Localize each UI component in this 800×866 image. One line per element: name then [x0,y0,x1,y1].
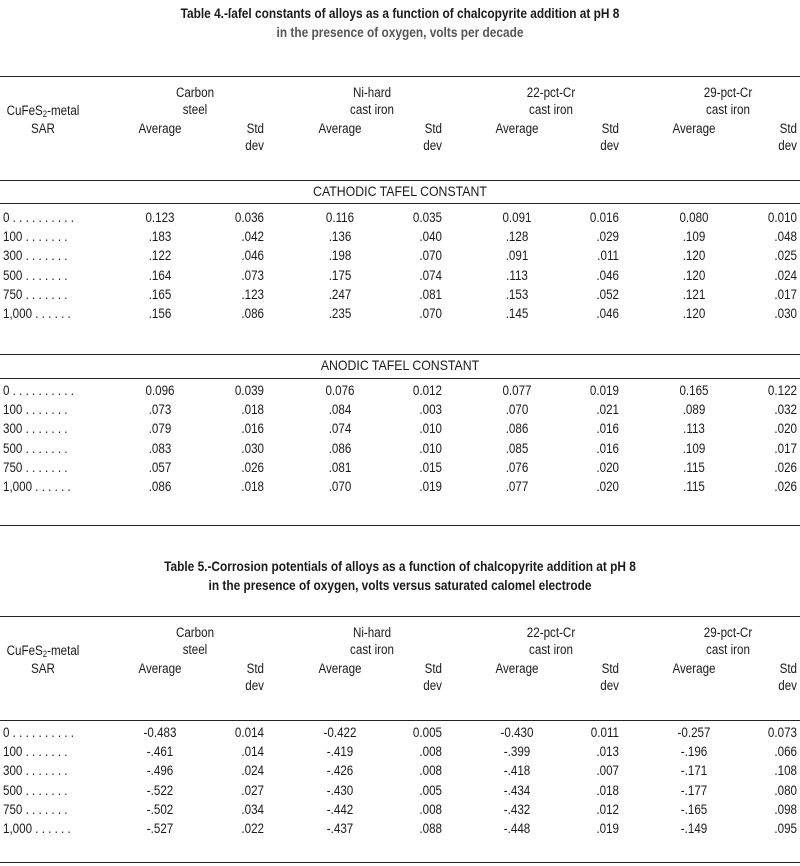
cell-average: 0.080 [679,210,709,225]
group-header-line2: cast iron [706,102,750,117]
cell-average: -.430 [326,782,354,798]
cell-average: .079 [148,421,172,437]
cell-std-dev: .008 [419,801,442,817]
row-header-text: CuFeS [6,643,43,658]
cell-std-dev: .024 [241,763,264,779]
cell-average: .136 [328,229,352,245]
column-header-average: Average [138,121,182,136]
cell-average: .091 [505,248,529,264]
cell-average: .153 [505,286,529,302]
section-label-anodic: ANODIC TAFEL CONSTANT [320,357,480,373]
group-header-line2: cast iron [350,102,394,117]
section-rule [0,203,800,204]
cell-std-dev: .098 [774,801,797,817]
cell-std-dev: .017 [774,286,797,302]
cell-std-dev: 0.122 [767,383,797,398]
cell-std-dev: .052 [596,286,619,302]
cell-average: .198 [328,248,352,264]
row-sar-label: 1,000 . . . . . . [3,479,71,494]
cell-std-dev: 0.035 [412,210,442,225]
table4-title [48,4,752,42]
cell-average: .175 [328,267,352,283]
cell-average: .070 [505,402,529,418]
cell-std-dev: .008 [419,763,442,779]
row-header-sar: SAR [31,661,55,676]
table4-bottom-rule [0,525,800,526]
group-header-line1: 22-pct-Cr [526,625,576,640]
row-sar-label: 300 . . . . . . . [3,763,68,779]
cell-average: .115 [683,459,705,475]
cell-std-dev: .020 [596,459,619,475]
cell-average: 0.077 [502,383,532,398]
cell-std-dev: .073 [241,267,264,283]
cell-average: .086 [328,440,352,456]
cell-std-dev: .005 [419,782,442,798]
cell-std-dev: .081 [419,286,442,302]
column-header-std: Std [246,121,264,136]
cell-average: .235 [328,306,352,321]
section-rule [0,354,800,355]
cell-average: .083 [148,440,172,456]
column-header-average: Average [495,121,539,136]
row-sar-label: 300 . . . . . . . [3,421,68,437]
cell-average: .115 [683,479,705,494]
cell-average: -.432 [503,801,531,817]
column-header-std: Std [424,121,442,136]
cell-std-dev: .046 [596,267,619,283]
cell-std-dev: .070 [419,248,442,264]
row-header-sar: SAR [31,121,55,136]
cell-std-dev: .018 [241,479,264,494]
cell-average: -.434 [503,782,531,798]
row-sar-label: 1,000 . . . . . . [3,821,71,836]
cell-average: .086 [148,479,172,494]
cell-average: .085 [505,440,529,456]
cell-std-dev: .003 [419,402,442,418]
cell-average: -.522 [146,782,174,798]
cell-average: -0.430 [500,725,534,740]
cell-std-dev: .021 [596,402,619,418]
cell-average: .121 [682,286,706,302]
column-header-dev: dev [245,678,264,693]
cell-average: .113 [683,421,705,437]
column-header-average: Average [318,121,362,136]
cell-average: -0.422 [323,725,357,740]
table5-bottom-rule [0,862,800,863]
cell-std-dev: .086 [241,306,264,321]
cell-average: .074 [328,421,352,437]
column-header-std: Std [601,121,619,136]
group-header-line1: 29-pct-Cr [703,625,753,640]
cell-average: .084 [328,402,352,418]
column-header-average: Average [318,661,362,676]
cell-std-dev: 0.039 [234,383,264,398]
table5-header-rule [0,720,800,721]
cell-std-dev: .024 [774,267,797,283]
cell-average: .183 [148,229,172,245]
cell-average: .073 [148,402,172,418]
cell-std-dev: .032 [774,402,797,418]
group-header-line1: Carbon [175,85,215,100]
cell-average: .165 [148,286,172,302]
column-header-std: Std [246,661,264,676]
cell-std-dev: 0.016 [589,210,619,225]
row-sar-label: 750 . . . . . . . [3,286,68,302]
table5-title [48,557,752,595]
table4-title-line2: in the presence of oxygen, volts per decade [276,25,524,40]
cell-std-dev: .016 [241,421,264,437]
cell-std-dev: .025 [774,248,797,264]
cell-std-dev: .034 [241,801,264,817]
cell-average: 0.116 [325,210,355,225]
group-header-line1: 22-pct-Cr [526,85,576,100]
cell-average: .128 [505,229,529,245]
row-sar-label: 500 . . . . . . . [3,267,68,283]
cell-std-dev: 0.011 [590,725,619,740]
cell-average: .070 [328,479,352,494]
cell-std-dev: .070 [419,306,442,321]
cell-average: .109 [682,440,706,456]
cell-average: 0.091 [502,210,532,225]
cell-std-dev: .017 [774,440,797,456]
cell-average: .120 [682,267,706,283]
cell-average: .089 [682,402,706,418]
cell-average: .109 [682,229,706,245]
cell-average: .120 [682,248,706,264]
row-sar-label: 100 . . . . . . . [3,229,68,245]
cell-std-dev: .030 [241,440,264,456]
cell-average: .076 [505,459,529,475]
cell-std-dev: .048 [774,229,797,245]
section-label-cathodic: CATHODIC TAFEL CONSTANT [313,183,487,199]
column-header-dev: dev [600,678,619,693]
cell-std-dev: 0.010 [767,210,797,225]
cell-average: -.448 [503,821,531,836]
cell-std-dev: 0.073 [767,725,797,740]
cell-average: .086 [505,421,529,437]
cell-std-dev: .046 [596,306,619,321]
cell-std-dev: .013 [596,744,619,760]
cell-average: -.527 [146,821,174,836]
cell-std-dev: .046 [241,248,264,264]
row-sar-label: 500 . . . . . . . [3,782,68,798]
cell-std-dev: .010 [419,421,442,437]
cell-average: 0.123 [145,210,175,225]
cell-average: -.461 [146,744,174,760]
cell-std-dev: .074 [419,267,442,283]
table5-title-line1: Table 5.-Corrosion potentials of alloys as a function of chalcopyrite addition at pH 8 [164,559,636,574]
row-sar-label: 1,000 . . . . . . [3,306,71,321]
cell-std-dev: .040 [419,229,442,245]
row-sar-label: 750 . . . . . . . [3,459,68,475]
cell-std-dev: .108 [774,763,797,779]
cell-average: .113 [506,267,528,283]
cell-average: 0.165 [679,383,709,398]
cell-average: -.399 [503,744,531,760]
table4-top-rule [0,76,800,77]
cell-std-dev: .011 [597,248,619,264]
cell-std-dev: .019 [419,479,442,494]
cell-average: -0.257 [677,725,711,740]
cell-std-dev: .020 [774,421,797,437]
cell-std-dev: .016 [596,440,619,456]
cell-average: -.437 [326,821,354,836]
cell-std-dev: .030 [774,306,797,321]
group-header-line1: Ni-hard [352,625,392,640]
cell-std-dev: .008 [419,744,442,760]
cell-average: .156 [148,306,172,321]
cell-std-dev: .027 [241,782,264,798]
cell-std-dev: .042 [241,229,264,245]
row-sar-label: 500 . . . . . . . [3,440,68,456]
cell-average: -.496 [146,763,174,779]
row-sar-label: 100 . . . . . . . [3,402,68,418]
cell-average: -.419 [326,744,354,760]
cell-std-dev: .016 [596,421,619,437]
cell-std-dev: 0.014 [234,725,264,740]
cell-std-dev: .018 [241,402,264,418]
table4-header-rule [0,180,800,181]
row-header-text: -metal [47,643,80,658]
cell-std-dev: 0.019 [589,383,619,398]
cell-average: -.418 [503,763,531,779]
cell-std-dev: .019 [596,821,619,836]
group-header-line1: Carbon [175,625,215,640]
cell-average: .164 [148,267,172,283]
cell-average: .077 [505,479,529,494]
column-header-std: Std [601,661,619,676]
cell-average: .145 [505,306,529,321]
table5-title-line2: in the presence of oxygen, volts versus saturated calomel electrode [208,578,592,593]
cell-average: .122 [148,248,172,264]
section-rule [0,378,800,379]
group-header-line2: cast iron [706,642,750,657]
column-header-dev: dev [600,138,619,153]
cell-std-dev: 0.005 [412,725,442,740]
row-sar-label: 0 . . . . . . . . . . [3,210,74,225]
cell-std-dev: .026 [774,479,797,494]
cell-std-dev: .066 [774,744,797,760]
cell-average: -.426 [326,763,354,779]
cell-average: .081 [328,459,352,475]
cell-std-dev: .022 [241,821,264,836]
cell-average: -.502 [146,801,174,817]
column-header-dev: dev [778,138,797,153]
cell-std-dev: .080 [774,782,797,798]
cell-std-dev: 0.012 [412,383,442,398]
cell-average: -.177 [680,782,708,798]
group-header-line2: steel [182,642,208,657]
row-sar-label: 0 . . . . . . . . . . [3,725,74,740]
column-header-dev: dev [423,678,442,693]
cell-std-dev: .026 [774,459,797,475]
cell-std-dev: .010 [419,440,442,456]
cell-average: 0.096 [145,383,175,398]
column-header-average: Average [672,121,716,136]
cell-std-dev: .026 [241,459,264,475]
table5-top-rule [0,616,800,617]
column-header-dev: dev [423,138,442,153]
column-header-average: Average [138,661,182,676]
cell-average: 0.076 [325,383,355,398]
cell-std-dev: .029 [596,229,619,245]
group-header-line2: cast iron [529,102,573,117]
row-header-subscript: 2 [42,649,48,659]
cell-average: .057 [148,459,172,475]
cell-std-dev: .095 [774,821,797,836]
cell-std-dev: .015 [419,459,442,475]
group-header-line1: Ni-hard [352,85,392,100]
cell-average: .120 [682,306,706,321]
cell-std-dev: .012 [596,801,619,817]
cell-average: -.442 [326,801,354,817]
row-header-subscript: 2 [42,109,48,119]
column-header-std: Std [779,121,797,136]
row-sar-label: 100 . . . . . . . [3,744,68,760]
column-header-dev: dev [245,138,264,153]
column-header-std: Std [424,661,442,676]
cell-std-dev: .020 [596,479,619,494]
cell-average: .247 [328,286,352,302]
column-header-average: Average [495,661,539,676]
column-header-dev: dev [778,678,797,693]
group-header-line2: cast iron [529,642,573,657]
cell-average: -.171 [680,763,708,779]
cell-average: -.149 [680,821,708,836]
cell-std-dev: .088 [419,821,442,836]
cell-std-dev: .018 [596,782,619,798]
row-sar-label: 0 . . . . . . . . . . [3,383,74,398]
cell-std-dev: .014 [241,744,264,760]
cell-std-dev: 0.036 [234,210,264,225]
group-header-line2: cast iron [350,642,394,657]
column-header-std: Std [779,661,797,676]
cell-std-dev: .007 [596,763,619,779]
cell-average: -.196 [680,744,708,760]
row-sar-label: 300 . . . . . . . [3,248,68,264]
group-header-line1: 29-pct-Cr [703,85,753,100]
cell-average: -0.483 [143,725,177,740]
row-header-text: -metal [47,103,80,118]
group-header-line2: steel [182,102,208,117]
table4-title-line1: Table 4.-ſafel constants of alloys as a function of chalcopyrite addition at pH 8 [180,6,620,21]
row-header-text: CuFeS [6,103,43,118]
row-sar-label: 750 . . . . . . . [3,801,68,817]
column-header-average: Average [672,661,716,676]
cell-average: -.165 [680,801,708,817]
cell-std-dev: .123 [241,286,264,302]
